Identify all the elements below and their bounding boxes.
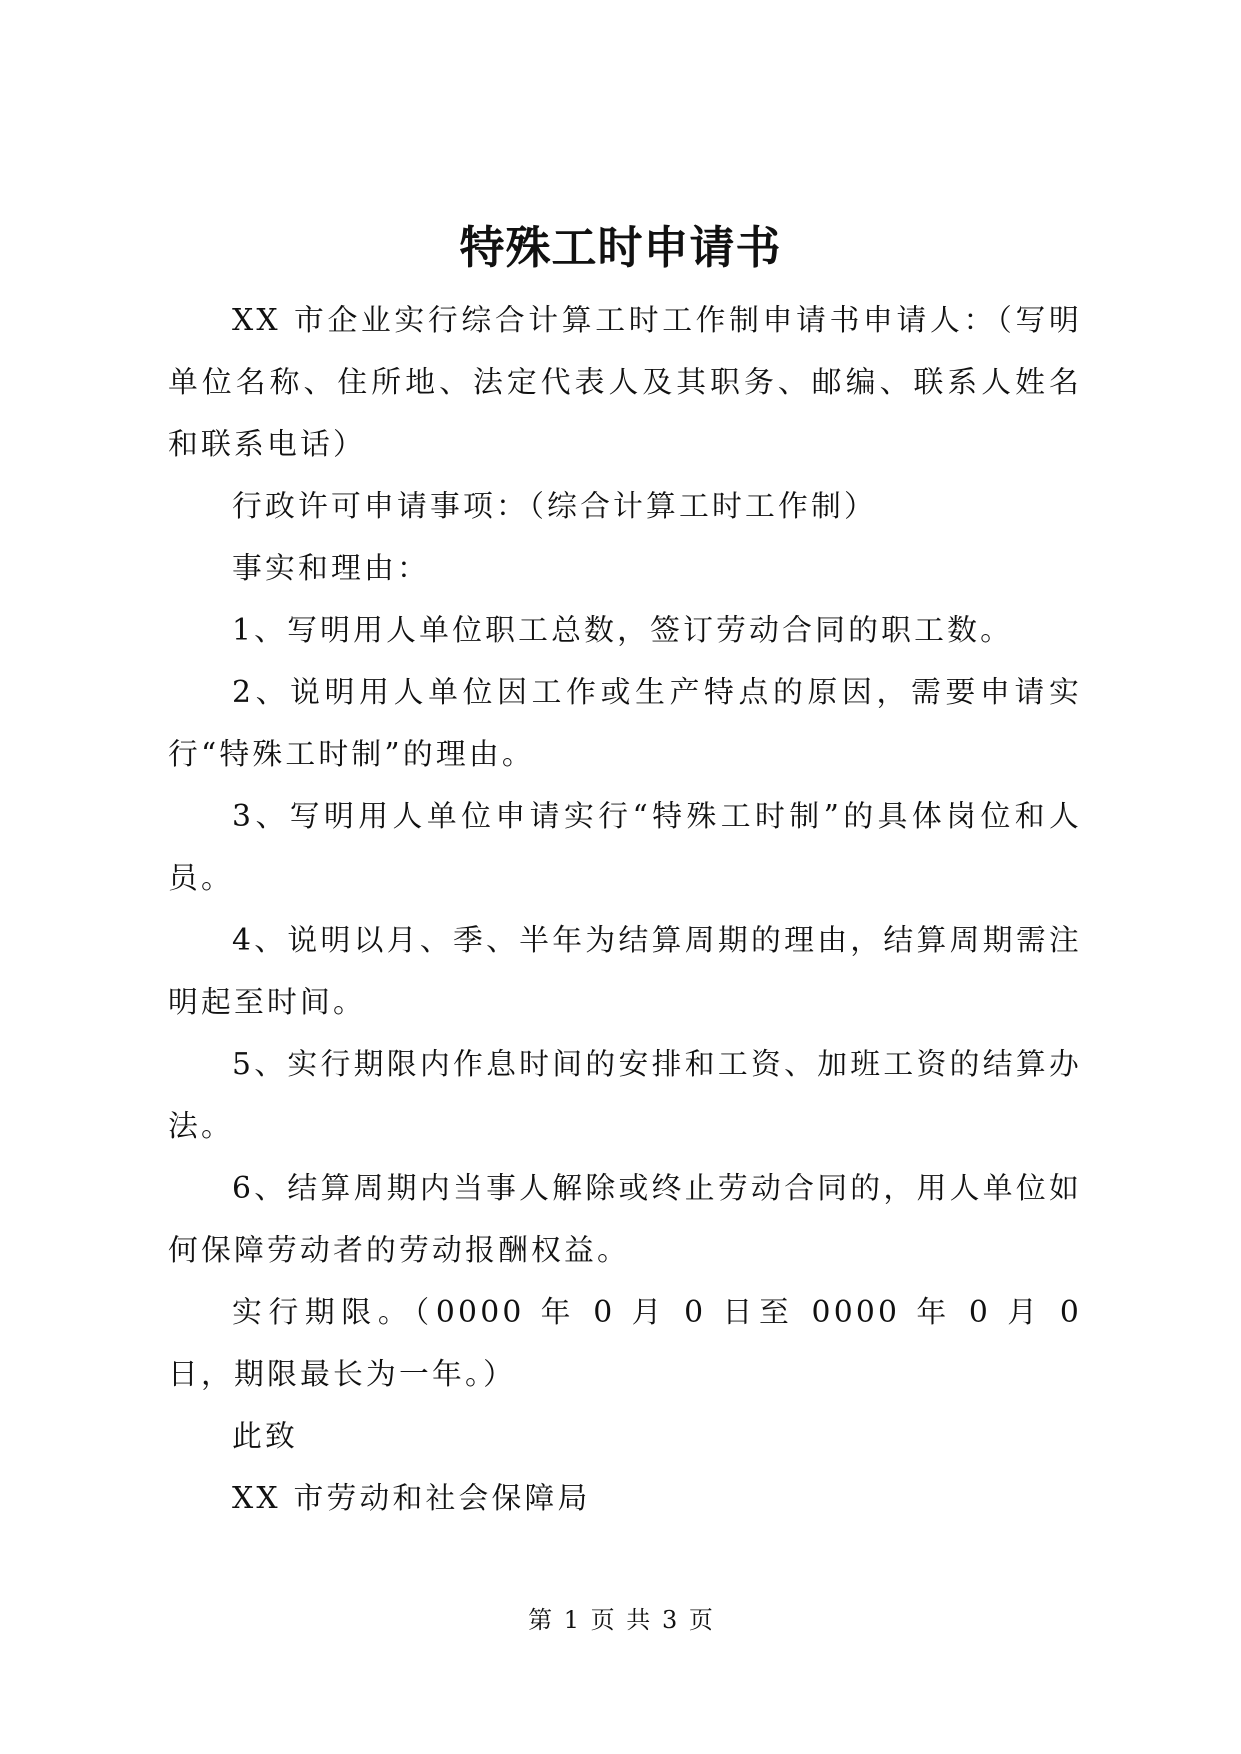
paragraph-applicant: XX 市企业实行综合计算工时工作制申请书申请人：（写明单位名称、住所地、法定代表人及其职务、邮编、联系人姓名和联系电话） bbox=[168, 303, 1082, 462]
paragraph-salutation: 此致 bbox=[232, 1419, 298, 1454]
paragraph-term: 实行期限。（0000 年 0 月 0 日至 0000 年 0 月 0 日，期限最长为一年。） bbox=[168, 1295, 1082, 1392]
paragraph-item-2: 2、说明用人单位因工作或生产特点的原因，需要申请实行“特殊工时制”的理由。 bbox=[168, 675, 1082, 772]
paragraph-item-6: 6、结算周期内当事人解除或终止劳动合同的，用人单位如何保障劳动者的劳动报酬权益。 bbox=[168, 1171, 1082, 1268]
paragraph-item-5: 5、实行期限内作息时间的安排和工资、加班工资的结算办法。 bbox=[168, 1047, 1082, 1144]
paragraph-recipient: XX 市劳动和社会保障局 bbox=[232, 1481, 591, 1516]
paragraph-facts-heading: 事实和理由： bbox=[232, 551, 430, 586]
paragraph-item-4: 4、说明以月、季、半年为结算周期的理由，结算周期需注明起至时间。 bbox=[168, 923, 1082, 1020]
paragraph-application-item: 行政许可申请事项：（综合计算工时工作制） bbox=[232, 489, 878, 524]
paragraph-item-3: 3、写明用人单位申请实行“特殊工时制”的具体岗位和人员。 bbox=[168, 799, 1082, 896]
page-footer: 第 1 页 共 3 页 bbox=[528, 1606, 713, 1634]
paragraph-item-1: 1、写明用人单位职工总数，签订劳动合同的职工数。 bbox=[232, 613, 1014, 648]
document-title: 特殊工时申请书 bbox=[459, 221, 782, 274]
document-body bbox=[168, 290, 1082, 1530]
